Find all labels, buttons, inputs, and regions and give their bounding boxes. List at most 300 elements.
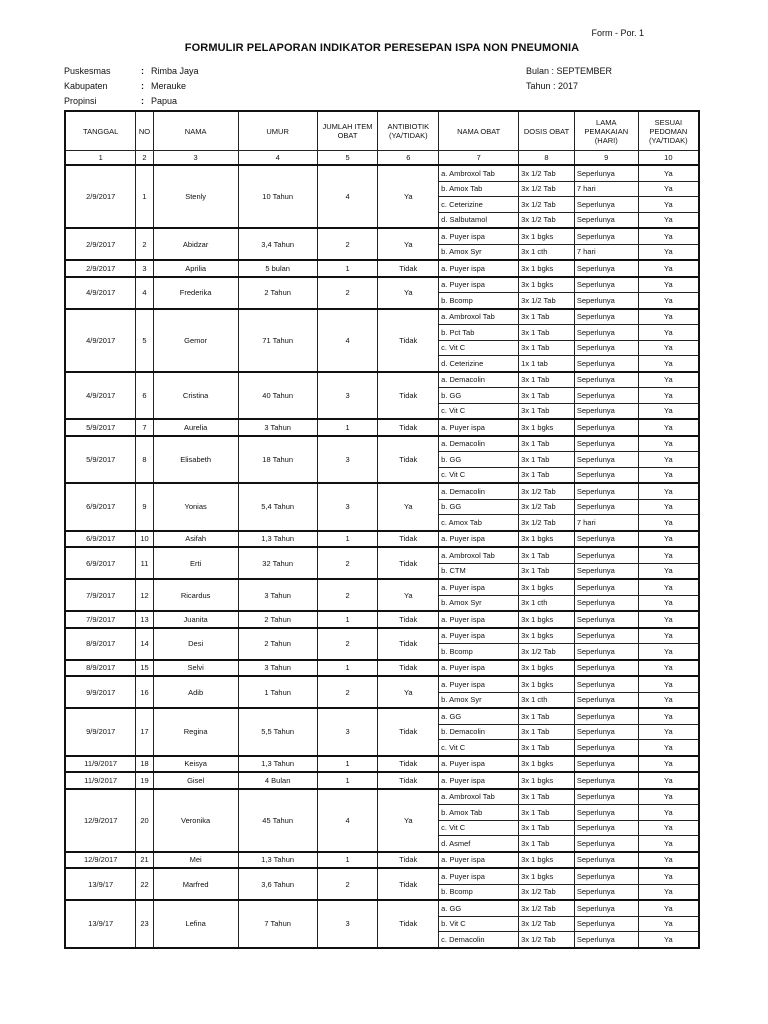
sesuai-pedoman-cell: Ya [638, 932, 699, 948]
no-cell: 19 [136, 772, 153, 789]
sesuai-pedoman-cell: Ya [638, 403, 699, 419]
dosis-obat-cell: 3x 1 cth [519, 244, 575, 260]
sesuai-pedoman-cell: Ya [638, 868, 699, 884]
no-cell: 20 [136, 789, 153, 852]
jumlah-item-cell: 3 [317, 900, 378, 948]
dosis-obat-cell: 3x 1 bgks [519, 660, 575, 677]
nama-obat-cell: a. Puyer ispa [439, 579, 519, 595]
table-row [65, 228, 699, 244]
tanggal-cell: 9/9/2017 [65, 708, 136, 756]
sesuai-pedoman-cell: Ya [638, 708, 699, 724]
sesuai-pedoman-cell: Ya [638, 467, 699, 483]
jumlah-item-cell: 3 [317, 708, 378, 756]
dosis-obat-cell: 3x 1 bgks [519, 611, 575, 628]
header-cell: JUMLAH ITEM OBAT [317, 111, 378, 151]
table-row [65, 436, 699, 452]
nama-obat-cell: a. GG [439, 708, 519, 724]
nama-obat-cell: b. Vit C [439, 916, 519, 932]
no-cell: 3 [136, 260, 153, 277]
nama-obat-cell: b. Bcomp [439, 293, 519, 309]
nama-obat-cell: c. Vit C [439, 820, 519, 836]
nama-obat-cell: b. Amox Tab [439, 805, 519, 821]
nama-obat-cell: c. Vit C [439, 403, 519, 419]
no-cell: 11 [136, 547, 153, 579]
jumlah-item-cell: 2 [317, 579, 378, 611]
nama-obat-cell: b. Demacolin [439, 724, 519, 740]
dosis-obat-cell: 3x 1 Tab [519, 805, 575, 821]
umur-cell: 3 Tahun [238, 579, 317, 611]
page-title: FORMULIR PELAPORAN INDIKATOR PERESEPAN ISPA NON PNEUMONIA [184, 42, 580, 54]
lama-pemakaian-cell: Seperlunya [574, 419, 638, 436]
tanggal-cell: 11/9/2017 [65, 772, 136, 789]
bulan-field: Bulan : SEPTEMBER [526, 66, 613, 76]
dosis-obat-cell: 3x 1/2 Tab [519, 900, 575, 916]
lama-pemakaian-cell: Seperlunya [574, 212, 638, 228]
dosis-obat-cell: 3x 1 Tab [519, 340, 575, 356]
sesuai-pedoman-cell: Ya [638, 563, 699, 579]
nama-obat-cell: b. GG [439, 452, 519, 468]
tanggal-cell: 5/9/2017 [65, 419, 136, 436]
sesuai-pedoman-cell: Ya [638, 309, 699, 325]
antibiotik-cell: Tidak [378, 868, 439, 900]
nama-obat-cell: a. GG [439, 900, 519, 916]
nama-obat-cell: a. Ambroxol Tab [439, 547, 519, 563]
sesuai-pedoman-cell: Ya [638, 660, 699, 677]
umur-cell: 1,3 Tahun [238, 756, 317, 773]
antibiotik-cell: Tidak [378, 772, 439, 789]
lama-pemakaian-cell: 7 hari [574, 244, 638, 260]
sesuai-pedoman-cell: Ya [638, 756, 699, 773]
dosis-obat-cell: 3x 1 Tab [519, 309, 575, 325]
dosis-obat-cell: 3x 1/2 Tab [519, 515, 575, 531]
dosis-obat-cell: 3x 1 bgks [519, 852, 575, 869]
sesuai-pedoman-cell: Ya [638, 228, 699, 244]
nama-cell: Yonias [153, 483, 238, 531]
puskesmas-label: Puskesmas [64, 66, 111, 76]
lama-pemakaian-cell: Seperlunya [574, 595, 638, 611]
no-cell: 15 [136, 660, 153, 677]
dosis-obat-cell: 3x 1/2 Tab [519, 293, 575, 309]
jumlah-item-cell: 2 [317, 547, 378, 579]
nama-cell: Aurelia [153, 419, 238, 436]
nama-obat-cell: a. Puyer ispa [439, 419, 519, 436]
sesuai-pedoman-cell: Ya [638, 293, 699, 309]
tanggal-cell: 5/9/2017 [65, 436, 136, 484]
tanggal-cell: 11/9/2017 [65, 756, 136, 773]
header-row [65, 111, 699, 151]
table-row [65, 309, 699, 325]
dosis-obat-cell: 3x 1/2 Tab [519, 212, 575, 228]
lama-pemakaian-cell: Seperlunya [574, 547, 638, 563]
nama-obat-cell: a. Puyer ispa [439, 676, 519, 692]
lama-pemakaian-cell: Seperlunya [574, 756, 638, 773]
no-cell: 16 [136, 676, 153, 708]
dosis-obat-cell: 3x 1 bgks [519, 772, 575, 789]
antibiotik-cell: Ya [378, 165, 439, 228]
sesuai-pedoman-cell: Ya [638, 325, 699, 341]
antibiotik-cell: Tidak [378, 547, 439, 579]
lama-pemakaian-cell: Seperlunya [574, 611, 638, 628]
lama-pemakaian-cell: Seperlunya [574, 692, 638, 708]
lama-pemakaian-cell: 7 hari [574, 181, 638, 197]
lama-pemakaian-cell: Seperlunya [574, 740, 638, 756]
nama-obat-cell: a. Ambroxol Tab [439, 309, 519, 325]
no-cell: 7 [136, 419, 153, 436]
no-cell: 8 [136, 436, 153, 484]
jumlah-item-cell: 1 [317, 611, 378, 628]
nama-obat-cell: b. Amox Tab [439, 181, 519, 197]
lama-pemakaian-cell: Seperlunya [574, 403, 638, 419]
dosis-obat-cell: 3x 1 Tab [519, 563, 575, 579]
sesuai-pedoman-cell: Ya [638, 165, 699, 181]
umur-cell: 32 Tahun [238, 547, 317, 579]
nama-cell: Regina [153, 708, 238, 756]
lama-pemakaian-cell: Seperlunya [574, 852, 638, 869]
no-cell: 23 [136, 900, 153, 948]
dosis-obat-cell: 3x 1/2 Tab [519, 884, 575, 900]
lama-pemakaian-cell: Seperlunya [574, 789, 638, 805]
nama-cell: Adib [153, 676, 238, 708]
umur-cell: 2 Tahun [238, 277, 317, 309]
sesuai-pedoman-cell: Ya [638, 820, 699, 836]
dosis-obat-cell: 3x 1/2 Tab [519, 181, 575, 197]
nama-cell: Marfred [153, 868, 238, 900]
header-cell: UMUR [238, 111, 317, 151]
dosis-obat-cell: 3x 1 Tab [519, 820, 575, 836]
kabupaten-colon: : [141, 81, 144, 91]
table-row [65, 547, 699, 563]
sesuai-pedoman-cell: Ya [638, 644, 699, 660]
table-row [65, 628, 699, 644]
dosis-obat-cell: 3x 1 bgks [519, 228, 575, 244]
lama-pemakaian-cell: Seperlunya [574, 483, 638, 499]
sesuai-pedoman-cell: Ya [638, 499, 699, 515]
tanggal-cell: 6/9/2017 [65, 483, 136, 531]
dosis-obat-cell: 3x 1 Tab [519, 724, 575, 740]
table-row [65, 419, 699, 436]
antibiotik-cell: Tidak [378, 419, 439, 436]
tanggal-cell: 2/9/2017 [65, 228, 136, 260]
umur-cell: 71 Tahun [238, 309, 317, 372]
header-cell: NAMA OBAT [439, 111, 519, 151]
sesuai-pedoman-cell: Ya [638, 692, 699, 708]
nama-cell: Gisel [153, 772, 238, 789]
dosis-obat-cell: 3x 1 bgks [519, 756, 575, 773]
nama-obat-cell: b. Amox Syr [439, 595, 519, 611]
tanggal-cell: 9/9/2017 [65, 676, 136, 708]
nama-obat-cell: a. Puyer ispa [439, 611, 519, 628]
lama-pemakaian-cell: Seperlunya [574, 388, 638, 404]
lama-pemakaian-cell: Seperlunya [574, 579, 638, 595]
no-cell: 4 [136, 277, 153, 309]
table-row [65, 852, 699, 869]
umur-cell: 3 Tahun [238, 660, 317, 677]
umur-cell: 45 Tahun [238, 789, 317, 852]
nama-obat-cell: b. Amox Syr [439, 244, 519, 260]
sesuai-pedoman-cell: Ya [638, 547, 699, 563]
nama-obat-cell: b. Amox Syr [439, 692, 519, 708]
column-number: 3 [153, 151, 238, 166]
tanggal-cell: 4/9/2017 [65, 277, 136, 309]
umur-cell: 3,4 Tahun [238, 228, 317, 260]
dosis-obat-cell: 3x 1 Tab [519, 708, 575, 724]
dosis-obat-cell: 3x 1/2 Tab [519, 499, 575, 515]
nama-cell: Keisya [153, 756, 238, 773]
dosis-obat-cell: 3x 1 Tab [519, 388, 575, 404]
lama-pemakaian-cell: Seperlunya [574, 676, 638, 692]
jumlah-item-cell: 1 [317, 852, 378, 869]
jumlah-item-cell: 2 [317, 676, 378, 708]
tanggal-cell: 8/9/2017 [65, 628, 136, 660]
lama-pemakaian-cell: Seperlunya [574, 772, 638, 789]
lama-pemakaian-cell: Seperlunya [574, 708, 638, 724]
dosis-obat-cell: 3x 1 Tab [519, 547, 575, 563]
table-row [65, 611, 699, 628]
lama-pemakaian-cell: Seperlunya [574, 531, 638, 548]
dosis-obat-cell: 3x 1 bgks [519, 419, 575, 436]
jumlah-item-cell: 4 [317, 309, 378, 372]
sesuai-pedoman-cell: Ya [638, 515, 699, 531]
sesuai-pedoman-cell: Ya [638, 805, 699, 821]
sesuai-pedoman-cell: Ya [638, 595, 699, 611]
nama-obat-cell: c. Ceterizine [439, 197, 519, 213]
antibiotik-cell: Tidak [378, 628, 439, 660]
no-cell: 17 [136, 708, 153, 756]
tanggal-cell: 2/9/2017 [65, 260, 136, 277]
antibiotik-cell: Ya [378, 579, 439, 611]
dosis-obat-cell: 3x 1/2 Tab [519, 644, 575, 660]
dosis-obat-cell: 3x 1/2 Tab [519, 932, 575, 948]
dosis-obat-cell: 3x 1 Tab [519, 372, 575, 388]
nama-obat-cell: a. Puyer ispa [439, 228, 519, 244]
tanggal-cell: 4/9/2017 [65, 372, 136, 420]
dosis-obat-cell: 1x 1 tab [519, 356, 575, 372]
sesuai-pedoman-cell: Ya [638, 372, 699, 388]
nama-cell: Gemor [153, 309, 238, 372]
sesuai-pedoman-cell: Ya [638, 916, 699, 932]
tanggal-cell: 6/9/2017 [65, 547, 136, 579]
header-cell: LAMA PEMAKAIAN (HARI) [574, 111, 638, 151]
antibiotik-cell: Tidak [378, 260, 439, 277]
no-cell: 10 [136, 531, 153, 548]
table-row [65, 660, 699, 677]
nama-obat-cell: c. Vit C [439, 340, 519, 356]
sesuai-pedoman-cell: Ya [638, 611, 699, 628]
nama-obat-cell: d. Asmef [439, 836, 519, 852]
sesuai-pedoman-cell: Ya [638, 628, 699, 644]
sesuai-pedoman-cell: Ya [638, 579, 699, 595]
antibiotik-cell: Tidak [378, 900, 439, 948]
lama-pemakaian-cell: Seperlunya [574, 309, 638, 325]
lama-pemakaian-cell: Seperlunya [574, 372, 638, 388]
lama-pemakaian-cell: Seperlunya [574, 724, 638, 740]
dosis-obat-cell: 3x 1 Tab [519, 836, 575, 852]
dosis-obat-cell: 3x 1 cth [519, 595, 575, 611]
lama-pemakaian-cell: Seperlunya [574, 900, 638, 916]
antibiotik-cell: Tidak [378, 436, 439, 484]
antibiotik-cell: Ya [378, 277, 439, 309]
jumlah-item-cell: 4 [317, 789, 378, 852]
table-row [65, 772, 699, 789]
antibiotik-cell: Tidak [378, 372, 439, 420]
lama-pemakaian-cell: Seperlunya [574, 228, 638, 244]
nama-cell: Elisabeth [153, 436, 238, 484]
sesuai-pedoman-cell: Ya [638, 852, 699, 869]
dosis-obat-cell: 3x 1 Tab [519, 436, 575, 452]
nama-cell: Aprilia [153, 260, 238, 277]
no-cell: 18 [136, 756, 153, 773]
dosis-obat-cell: 3x 1 bgks [519, 868, 575, 884]
lama-pemakaian-cell: 7 hari [574, 515, 638, 531]
nama-obat-cell: b. Bcomp [439, 884, 519, 900]
table-row [65, 756, 699, 773]
propinsi-value: Papua [151, 96, 178, 106]
table-row [65, 579, 699, 595]
table-row [65, 483, 699, 499]
dosis-obat-cell: 3x 1 Tab [519, 467, 575, 483]
sesuai-pedoman-cell: Ya [638, 724, 699, 740]
jumlah-item-cell: 2 [317, 628, 378, 660]
jumlah-item-cell: 3 [317, 372, 378, 420]
umur-cell: 10 Tahun [238, 165, 317, 228]
antibiotik-cell: Tidak [378, 611, 439, 628]
lama-pemakaian-cell: Seperlunya [574, 563, 638, 579]
nama-obat-cell: a. Puyer ispa [439, 277, 519, 293]
jumlah-item-cell: 3 [317, 483, 378, 531]
lama-pemakaian-cell: Seperlunya [574, 820, 638, 836]
propinsi-label: Propinsi [64, 96, 97, 106]
tanggal-cell: 13/9/17 [65, 900, 136, 948]
umur-cell: 5 bulan [238, 260, 317, 277]
umur-cell: 1,3 Tahun [238, 531, 317, 548]
nama-obat-cell: c. Vit C [439, 467, 519, 483]
no-cell: 22 [136, 868, 153, 900]
umur-cell: 5,4 Tahun [238, 483, 317, 531]
nama-cell: Mei [153, 852, 238, 869]
column-number: 4 [238, 151, 317, 166]
header-cell: NO [136, 111, 153, 151]
nama-obat-cell: d. Ceterizine [439, 356, 519, 372]
sesuai-pedoman-cell: Ya [638, 483, 699, 499]
lama-pemakaian-cell: Seperlunya [574, 356, 638, 372]
table-row [65, 789, 699, 805]
nama-cell: Lefina [153, 900, 238, 948]
lama-pemakaian-cell: Seperlunya [574, 165, 638, 181]
propinsi-colon: : [141, 96, 144, 106]
dosis-obat-cell: 3x 1 bgks [519, 277, 575, 293]
lama-pemakaian-cell: Seperlunya [574, 260, 638, 277]
table-row [65, 260, 699, 277]
nama-obat-cell: a. Puyer ispa [439, 756, 519, 773]
column-number: 9 [574, 151, 638, 166]
umur-cell: 1,3 Tahun [238, 852, 317, 869]
table-row [65, 868, 699, 884]
nama-cell: Stenly [153, 165, 238, 228]
jumlah-item-cell: 1 [317, 660, 378, 677]
lama-pemakaian-cell: Seperlunya [574, 467, 638, 483]
nama-obat-cell: b. Bcomp [439, 644, 519, 660]
no-cell: 9 [136, 483, 153, 531]
lama-pemakaian-cell: Seperlunya [574, 452, 638, 468]
nama-cell: Cristina [153, 372, 238, 420]
nama-cell: Veronika [153, 789, 238, 852]
jumlah-item-cell: 1 [317, 756, 378, 773]
report-table [64, 110, 700, 949]
no-cell: 21 [136, 852, 153, 869]
sesuai-pedoman-cell: Ya [638, 772, 699, 789]
umur-cell: 3 Tahun [238, 419, 317, 436]
lama-pemakaian-cell: Seperlunya [574, 499, 638, 515]
table-body [65, 165, 699, 948]
lama-pemakaian-cell: Seperlunya [574, 628, 638, 644]
nama-obat-cell: d. Salbutamol [439, 212, 519, 228]
nama-obat-cell: a. Ambroxol Tab [439, 165, 519, 181]
sesuai-pedoman-cell: Ya [638, 676, 699, 692]
table-row [65, 708, 699, 724]
column-number: 1 [65, 151, 136, 166]
column-number: 6 [378, 151, 439, 166]
kabupaten-value: Merauke [151, 81, 187, 91]
nama-obat-cell: a. Puyer ispa [439, 868, 519, 884]
kabupaten-label: Kabupaten [64, 81, 108, 91]
column-number: 10 [638, 151, 699, 166]
puskesmas-colon: : [141, 66, 144, 76]
nama-cell: Juanita [153, 611, 238, 628]
sesuai-pedoman-cell: Ya [638, 452, 699, 468]
nama-obat-cell: a. Demacolin [439, 436, 519, 452]
nama-obat-cell: b. GG [439, 388, 519, 404]
nama-obat-cell: a. Puyer ispa [439, 260, 519, 277]
antibiotik-cell: Tidak [378, 309, 439, 372]
tahun-field: Tahun : 2017 [526, 81, 579, 91]
antibiotik-cell: Ya [378, 789, 439, 852]
no-cell: 12 [136, 579, 153, 611]
nama-cell: Desi [153, 628, 238, 660]
sesuai-pedoman-cell: Ya [638, 836, 699, 852]
no-cell: 6 [136, 372, 153, 420]
sesuai-pedoman-cell: Ya [638, 197, 699, 213]
lama-pemakaian-cell: Seperlunya [574, 644, 638, 660]
dosis-obat-cell: 3x 1 bgks [519, 676, 575, 692]
no-cell: 13 [136, 611, 153, 628]
form-code: Form - Por. 1 [591, 28, 644, 38]
antibiotik-cell: Ya [378, 676, 439, 708]
dosis-obat-cell: 3x 1 Tab [519, 325, 575, 341]
dosis-obat-cell: 3x 1 Tab [519, 403, 575, 419]
table-row [65, 165, 699, 181]
table-row [65, 372, 699, 388]
nama-obat-cell: c. Demacolin [439, 932, 519, 948]
column-number: 7 [439, 151, 519, 166]
dosis-obat-cell: 3x 1 bgks [519, 628, 575, 644]
column-number: 5 [317, 151, 378, 166]
sesuai-pedoman-cell: Ya [638, 388, 699, 404]
sesuai-pedoman-cell: Ya [638, 277, 699, 293]
antibiotik-cell: Tidak [378, 708, 439, 756]
sesuai-pedoman-cell: Ya [638, 436, 699, 452]
nama-obat-cell: a. Puyer ispa [439, 628, 519, 644]
dosis-obat-cell: 3x 1/2 Tab [519, 197, 575, 213]
jumlah-item-cell: 3 [317, 436, 378, 484]
sesuai-pedoman-cell: Ya [638, 260, 699, 277]
sesuai-pedoman-cell: Ya [638, 740, 699, 756]
lama-pemakaian-cell: Seperlunya [574, 805, 638, 821]
nama-obat-cell: a. Puyer ispa [439, 660, 519, 677]
nama-obat-cell: a. Puyer ispa [439, 852, 519, 869]
sesuai-pedoman-cell: Ya [638, 244, 699, 260]
no-cell: 14 [136, 628, 153, 660]
sesuai-pedoman-cell: Ya [638, 419, 699, 436]
